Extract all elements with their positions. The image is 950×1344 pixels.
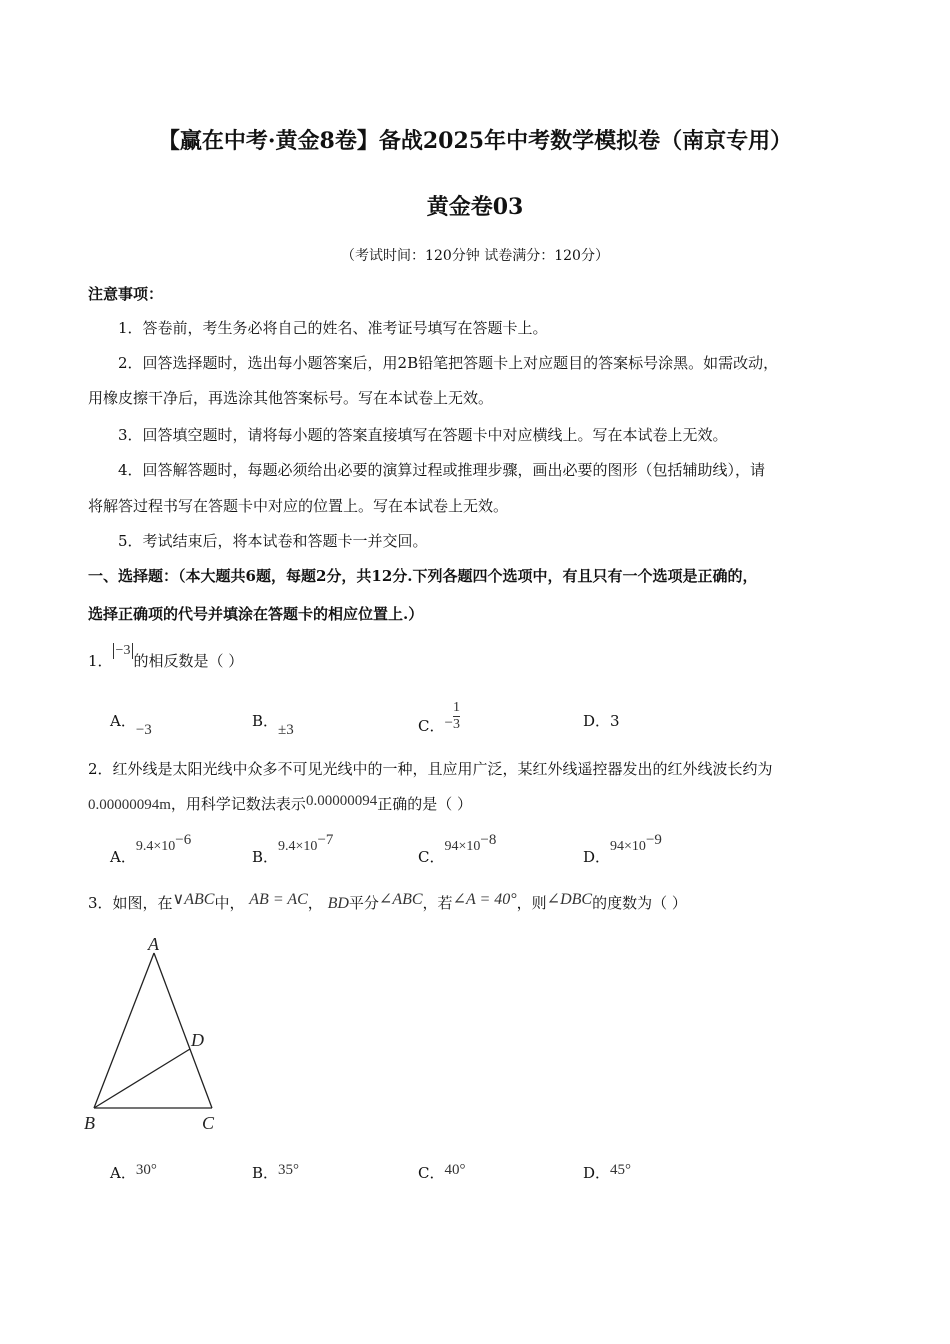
question-number: 1． [88, 652, 113, 670]
triangle-figure [80, 930, 240, 1140]
exam-info: （考试时间：120分钟 试卷满分：120分） [341, 248, 609, 264]
option-value: 40° [444, 1162, 466, 1178]
q1-option-a[interactable] [110, 710, 152, 738]
question-text: ，若 [422, 894, 453, 912]
option-base: 9.4×10 [135, 839, 176, 854]
angle-abc: ∠ABC [378, 891, 423, 908]
option-value: 45° [610, 1162, 632, 1178]
option-value: 30° [135, 1162, 157, 1178]
notice-item-1: 1．答卷前，考生务必将自己的姓名、准考证号填写在答题卡上。 [118, 319, 548, 337]
q3-option-c[interactable] [418, 1158, 466, 1182]
notice-item-2a: 2．回答选择题时，选出每小题答案后，用2B铅笔把答题卡上对应题目的答案标号涂黑。如需改动， [118, 354, 779, 372]
option-label: C． [418, 1164, 445, 1182]
denominator: 3 [452, 717, 460, 732]
option-value: ±3 [278, 722, 294, 738]
question-text: 的相反数是（ ） [133, 652, 244, 670]
notice-item-3: 3．回答填空题时，请将每小题的答案直接填写在答题卡中对应横线上。写在本试卷上无效。 [118, 426, 728, 444]
question-text: 中， [214, 894, 245, 912]
number-value: 0.00000094 [305, 793, 378, 809]
question-text: ，用科学记数法表示 [170, 795, 306, 813]
option-value: 3 [610, 712, 620, 730]
fraction [453, 700, 460, 733]
option-label: B． [252, 1164, 279, 1182]
vertex-b-label: B [84, 1113, 95, 1133]
question-2-line1: 2．红外线是太阳光线中众多不可见光线中的一种，且应用广泛，某红外线遥控器发出的红外线波长约为 [88, 760, 773, 778]
q2-option-b[interactable] [252, 832, 334, 866]
q3-option-b[interactable] [252, 1158, 300, 1182]
abs-expression: −3 [113, 643, 134, 659]
option-value: −3 [135, 722, 152, 738]
option-base: 94×10 [610, 839, 646, 854]
option-value: 35° [278, 1162, 300, 1178]
question-2-line2 [88, 793, 472, 814]
option-label: C． [418, 848, 445, 866]
angle-dbc: ∠DBC [546, 891, 593, 908]
notice-item-5: 5．考试结束后，将本试卷和答题卡一并交回。 [118, 532, 428, 550]
numerator: 1 [452, 700, 460, 715]
segment-bd-line [94, 1049, 190, 1108]
option-label: D． [583, 848, 611, 866]
option-exponent: −7 [317, 832, 334, 848]
option-label: B． [252, 848, 279, 866]
option-base: 9.4×10 [278, 839, 318, 854]
segment-bd: BD [327, 895, 349, 912]
option-label: D． [583, 1164, 611, 1182]
q3-option-a[interactable] [110, 1158, 157, 1182]
q1-option-d[interactable] [583, 710, 620, 731]
notice-item-2b: 用橡皮擦干净后，再选涂其他答案标号。写在本试卷上无效。 [88, 389, 494, 407]
wavelength-value: 0.00000094m [88, 797, 171, 813]
fraction-sign: − [444, 714, 453, 731]
q1-option-b[interactable] [252, 710, 294, 738]
paper-subtitle: 黄金卷03 [426, 194, 524, 220]
option-label: D． [583, 712, 611, 730]
notice-heading: 注意事项： [88, 285, 164, 303]
equation: AB = AC [249, 891, 308, 908]
option-exponent: −8 [480, 832, 497, 848]
option-label: B． [252, 712, 279, 730]
question-text: ，则 [516, 894, 547, 912]
option-label: A． [110, 712, 136, 730]
section-heading-line1: 一、选择题：（本大题共6题，每题2分，共12分.下列各题四个选项中，有且只有一个选项是正确的， [88, 567, 758, 585]
vertex-c-label: C [202, 1113, 215, 1133]
question-text: 的度数为（ ） [592, 894, 687, 912]
question-text-end: 正确的是（ ） [377, 795, 472, 813]
option-exponent: −9 [645, 832, 662, 848]
question-text: 3．如图，在 [88, 894, 173, 912]
q3-option-d[interactable] [583, 1158, 632, 1182]
question-text: 平分 [348, 894, 379, 912]
option-label: A． [110, 1164, 136, 1182]
option-exponent: −6 [175, 832, 192, 848]
option-base: 94×10 [444, 839, 481, 854]
q2-option-a[interactable] [110, 832, 192, 866]
question-1 [88, 643, 244, 671]
question-text: ， [307, 894, 323, 912]
angle-a: ∠A = 40° [452, 891, 517, 908]
notice-item-4a: 4．回答解答题时，每题必须给出必要的演算过程或推理步骤，画出必要的图形（包括辅助线），请 [118, 461, 766, 479]
triangle-expr: ∨ABC [172, 891, 215, 908]
section-heading-line2: 选择正确项的代号并填涂在答题卡的相应位置上.） [88, 605, 424, 623]
point-d-label: D [191, 1030, 204, 1050]
vertex-a-label: A [148, 934, 159, 954]
question-3 [88, 892, 687, 913]
option-label: A． [110, 848, 136, 866]
option-label: C． [418, 716, 445, 735]
page-title: 【赢在中考·黄金8卷】备战2025年中考数学模拟卷（南京专用） [157, 128, 793, 154]
side-ab [94, 953, 154, 1108]
q1-option-c[interactable] [418, 700, 460, 733]
q2-option-d[interactable] [583, 832, 662, 866]
q2-option-c[interactable] [418, 832, 497, 866]
notice-item-4b: 将解答过程书写在答题卡中对应的位置上。写在本试卷上无效。 [88, 497, 509, 515]
